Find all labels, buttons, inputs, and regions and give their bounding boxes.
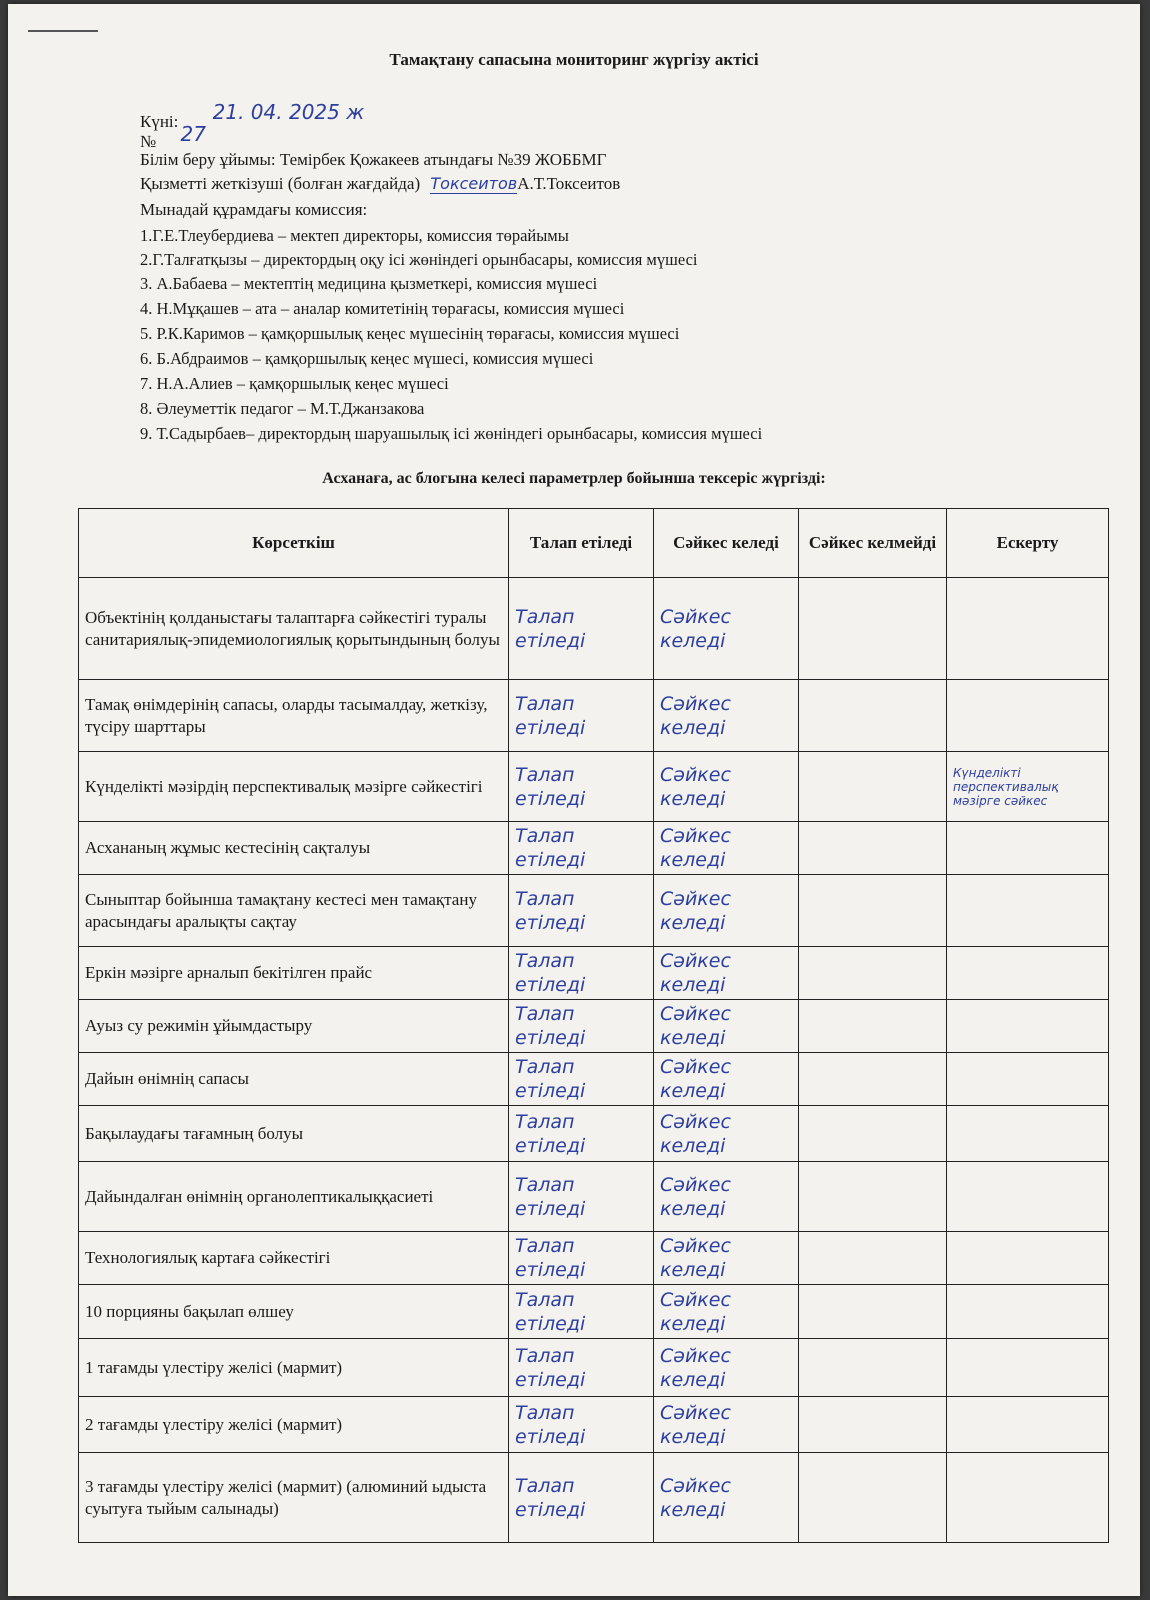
- indicator-cell: 2 тағамды үлестіру желісі (мармит): [79, 1397, 509, 1453]
- header-compliant: Сәйкес келеді: [654, 509, 799, 578]
- indicator-cell: Дайын өнімнің сапасы: [79, 1053, 509, 1106]
- noncompliant-cell: [799, 1000, 947, 1053]
- compliant-cell: Сәйкес келеді: [654, 947, 799, 1000]
- noncompliant-cell: [799, 578, 947, 680]
- compliant-cell: Сәйкес келеді: [654, 578, 799, 680]
- note-cell: [947, 1285, 1109, 1339]
- indicator-cell: Еркін мәзірге арналып бекітілген прайс: [79, 947, 509, 1000]
- indicator-cell: Объектінің қолданыстағы талаптарға сәйкестігі туралы санитариялық-эпидемиологиялық қорытындының болуы: [79, 578, 509, 680]
- required-cell: Талап етіледі: [509, 822, 654, 875]
- table-row: [79, 1106, 1109, 1162]
- indicator-cell: Тамақ өнімдерінің сапасы, оларды тасымалдау, жеткізу, түсіру шарттары: [79, 680, 509, 752]
- indicator-cell: Сыныптар бойынша тамақтану кестесі мен тамақтану арасындағы аралықты сақтау: [79, 875, 509, 947]
- number-value: 27: [180, 122, 206, 146]
- note-cell: [947, 1232, 1109, 1285]
- commission-member: 1.Г.Е.Тлеубердиева – мектеп директоры, комиссия төрайымы: [140, 226, 569, 245]
- note-cell: [947, 1339, 1109, 1397]
- required-cell: Талап етіледі: [509, 875, 654, 947]
- indicator-cell: Бақылаудағы тағамның болуы: [79, 1106, 509, 1162]
- note-cell: [947, 822, 1109, 875]
- commission-member: 8. Әлеуметтік педагог – М.Т.Джанзакова: [140, 399, 425, 418]
- noncompliant-cell: [799, 1162, 947, 1232]
- table-row: [79, 1339, 1109, 1397]
- commission-member: 5. Р.К.Каримов – қамқоршылық кеңес мүшесінің төрағасы, комиссия мүшесі: [140, 324, 680, 343]
- noncompliant-cell: [799, 822, 947, 875]
- noncompliant-cell: [799, 1453, 947, 1543]
- required-cell: Талап етіледі: [509, 1339, 654, 1397]
- header-note: Ескерту: [947, 509, 1109, 578]
- table-row: [79, 680, 1109, 752]
- compliant-cell: Сәйкес келеді: [654, 1453, 799, 1543]
- compliant-cell: Сәйкес келеді: [654, 822, 799, 875]
- note-cell: [947, 1000, 1109, 1053]
- header-required: Талап етіледі: [509, 509, 654, 578]
- required-cell: Талап етіледі: [509, 1453, 654, 1543]
- commission-label: Мынадай құрамдағы комиссия:: [140, 200, 368, 219]
- noncompliant-cell: [799, 1106, 947, 1162]
- noncompliant-cell: [799, 875, 947, 947]
- note-cell: [947, 578, 1109, 680]
- note-cell: [947, 680, 1109, 752]
- indicator-cell: 1 тағамды үлестіру желісі (мармит): [79, 1339, 509, 1397]
- indicator-cell: Технологиялық картаға сәйкестігі: [79, 1232, 509, 1285]
- required-cell: Талап етіледі: [509, 1106, 654, 1162]
- inspection-heading: Асханаға, ас блогына келесі параметрлер бойынша тексеріс жүргізді:: [322, 470, 826, 487]
- provider-name: А.Т.Токсеитов: [517, 174, 621, 193]
- noncompliant-cell: [799, 1397, 947, 1453]
- number-label: №: [140, 132, 157, 151]
- inspection-table: [78, 508, 1109, 1543]
- note-cell: [947, 1453, 1109, 1543]
- compliant-cell: Сәйкес келеді: [654, 1000, 799, 1053]
- required-cell: Талап етіледі: [509, 1000, 654, 1053]
- organization-line: Білім беру ұйымы: Темірбек Қожакеев атындағы №39 ЖОББМГ: [140, 150, 607, 169]
- header-noncompliant: Сәйкес келмейді: [799, 509, 947, 578]
- table-row: [79, 1162, 1109, 1232]
- table-row: [79, 822, 1109, 875]
- table-body: [79, 578, 1109, 1543]
- noncompliant-cell: [799, 1053, 947, 1106]
- indicator-cell: Дайындалған өнімнің органолептикалыққасиеті: [79, 1162, 509, 1232]
- document-title: Тамақтану сапасына мониторинг жүргізу актісі: [389, 50, 759, 69]
- noncompliant-cell: [799, 680, 947, 752]
- table-row: [79, 875, 1109, 947]
- header-indicator: Көрсеткіш: [79, 509, 509, 578]
- note-cell: [947, 1397, 1109, 1453]
- noncompliant-cell: [799, 752, 947, 822]
- compliant-cell: Сәйкес келеді: [654, 1285, 799, 1339]
- indicator-cell: 10 порцияны бақылап өлшеу: [79, 1285, 509, 1339]
- required-cell: Талап етіледі: [509, 752, 654, 822]
- required-cell: Талап етіледі: [509, 1285, 654, 1339]
- table-row: [79, 1053, 1109, 1106]
- noncompliant-cell: [799, 1285, 947, 1339]
- compliant-cell: Сәйкес келеді: [654, 1339, 799, 1397]
- note-cell: [947, 1106, 1109, 1162]
- table-header-row: [79, 509, 1109, 578]
- table-row: [79, 1000, 1109, 1053]
- indicator-cell: Күнделікті мәзірдің перспективалық мәзірге сәйкестігі: [79, 752, 509, 822]
- provider-signature: Токсеитов: [430, 174, 518, 193]
- noncompliant-cell: [799, 947, 947, 1000]
- required-cell: Талап етіледі: [509, 680, 654, 752]
- commission-member: 2.Г.Талғатқызы – директордың оқу ісі жөніндегі орынбасары, комиссия мүшесі: [140, 250, 698, 269]
- compliant-cell: Сәйкес келеді: [654, 875, 799, 947]
- compliant-cell: Сәйкес келеді: [654, 1106, 799, 1162]
- required-cell: Талап етіледі: [509, 578, 654, 680]
- indicator-cell: Асхананың жұмыс кестесінің сақталуы: [79, 822, 509, 875]
- note-cell: Күнделікті перспективалық мәзірге сәйкес: [947, 752, 1109, 822]
- compliant-cell: Сәйкес келеді: [654, 752, 799, 822]
- compliant-cell: Сәйкес келеді: [654, 1053, 799, 1106]
- document-page: [8, 4, 1140, 1596]
- required-cell: Талап етіледі: [509, 947, 654, 1000]
- indicator-cell: 3 тағамды үлестіру желісі (мармит) (алюминий ыдыста суытуға тыйым салынады): [79, 1453, 509, 1543]
- table-row: [79, 1232, 1109, 1285]
- provider-label: Қызметті жеткізуші (болған жағдайда): [140, 174, 421, 193]
- compliant-cell: Сәйкес келеді: [654, 680, 799, 752]
- compliant-cell: Сәйкес келеді: [654, 1162, 799, 1232]
- commission-member: 3. А.Бабаева – мектептің медицина қызметкері, комиссия мүшесі: [140, 274, 598, 293]
- corner-mark: [28, 30, 98, 32]
- date-value: 21. 04. 2025 ж: [212, 100, 365, 124]
- required-cell: Талап етіледі: [509, 1162, 654, 1232]
- table-row: [79, 752, 1109, 822]
- commission-member: 4. Н.Мұқашев – ата – аналар комитетінің төрағасы, комиссия мүшесі: [140, 299, 625, 318]
- commission-member: 7. Н.А.Алиев – қамқоршылық кеңес мүшесі: [140, 374, 449, 393]
- table-row: [79, 1397, 1109, 1453]
- required-cell: Талап етіледі: [509, 1397, 654, 1453]
- noncompliant-cell: [799, 1232, 947, 1285]
- number-line: [140, 122, 206, 152]
- table-row: [79, 1453, 1109, 1543]
- table-row: [79, 947, 1109, 1000]
- table-row: [79, 1285, 1109, 1339]
- indicator-cell: Ауыз су режимін ұйымдастыру: [79, 1000, 509, 1053]
- compliant-cell: Сәйкес келеді: [654, 1232, 799, 1285]
- note-cell: [947, 1053, 1109, 1106]
- provider-line: [140, 174, 620, 194]
- note-cell: [947, 875, 1109, 947]
- noncompliant-cell: [799, 1339, 947, 1397]
- note-cell: [947, 1162, 1109, 1232]
- compliant-cell: Сәйкес келеді: [654, 1397, 799, 1453]
- table-row: [79, 578, 1109, 680]
- date-label: Күні:: [140, 112, 179, 131]
- note-cell: [947, 947, 1109, 1000]
- commission-member: 9. Т.Садырбаев– директордың шаруашылық ісі жөніндегі орынбасары, комиссия мүшесі: [140, 424, 763, 443]
- required-cell: Талап етіледі: [509, 1232, 654, 1285]
- commission-member: 6. Б.Абдраимов – қамқоршылық кеңес мүшесі, комиссия мүшесі: [140, 349, 594, 368]
- required-cell: Талап етіледі: [509, 1053, 654, 1106]
